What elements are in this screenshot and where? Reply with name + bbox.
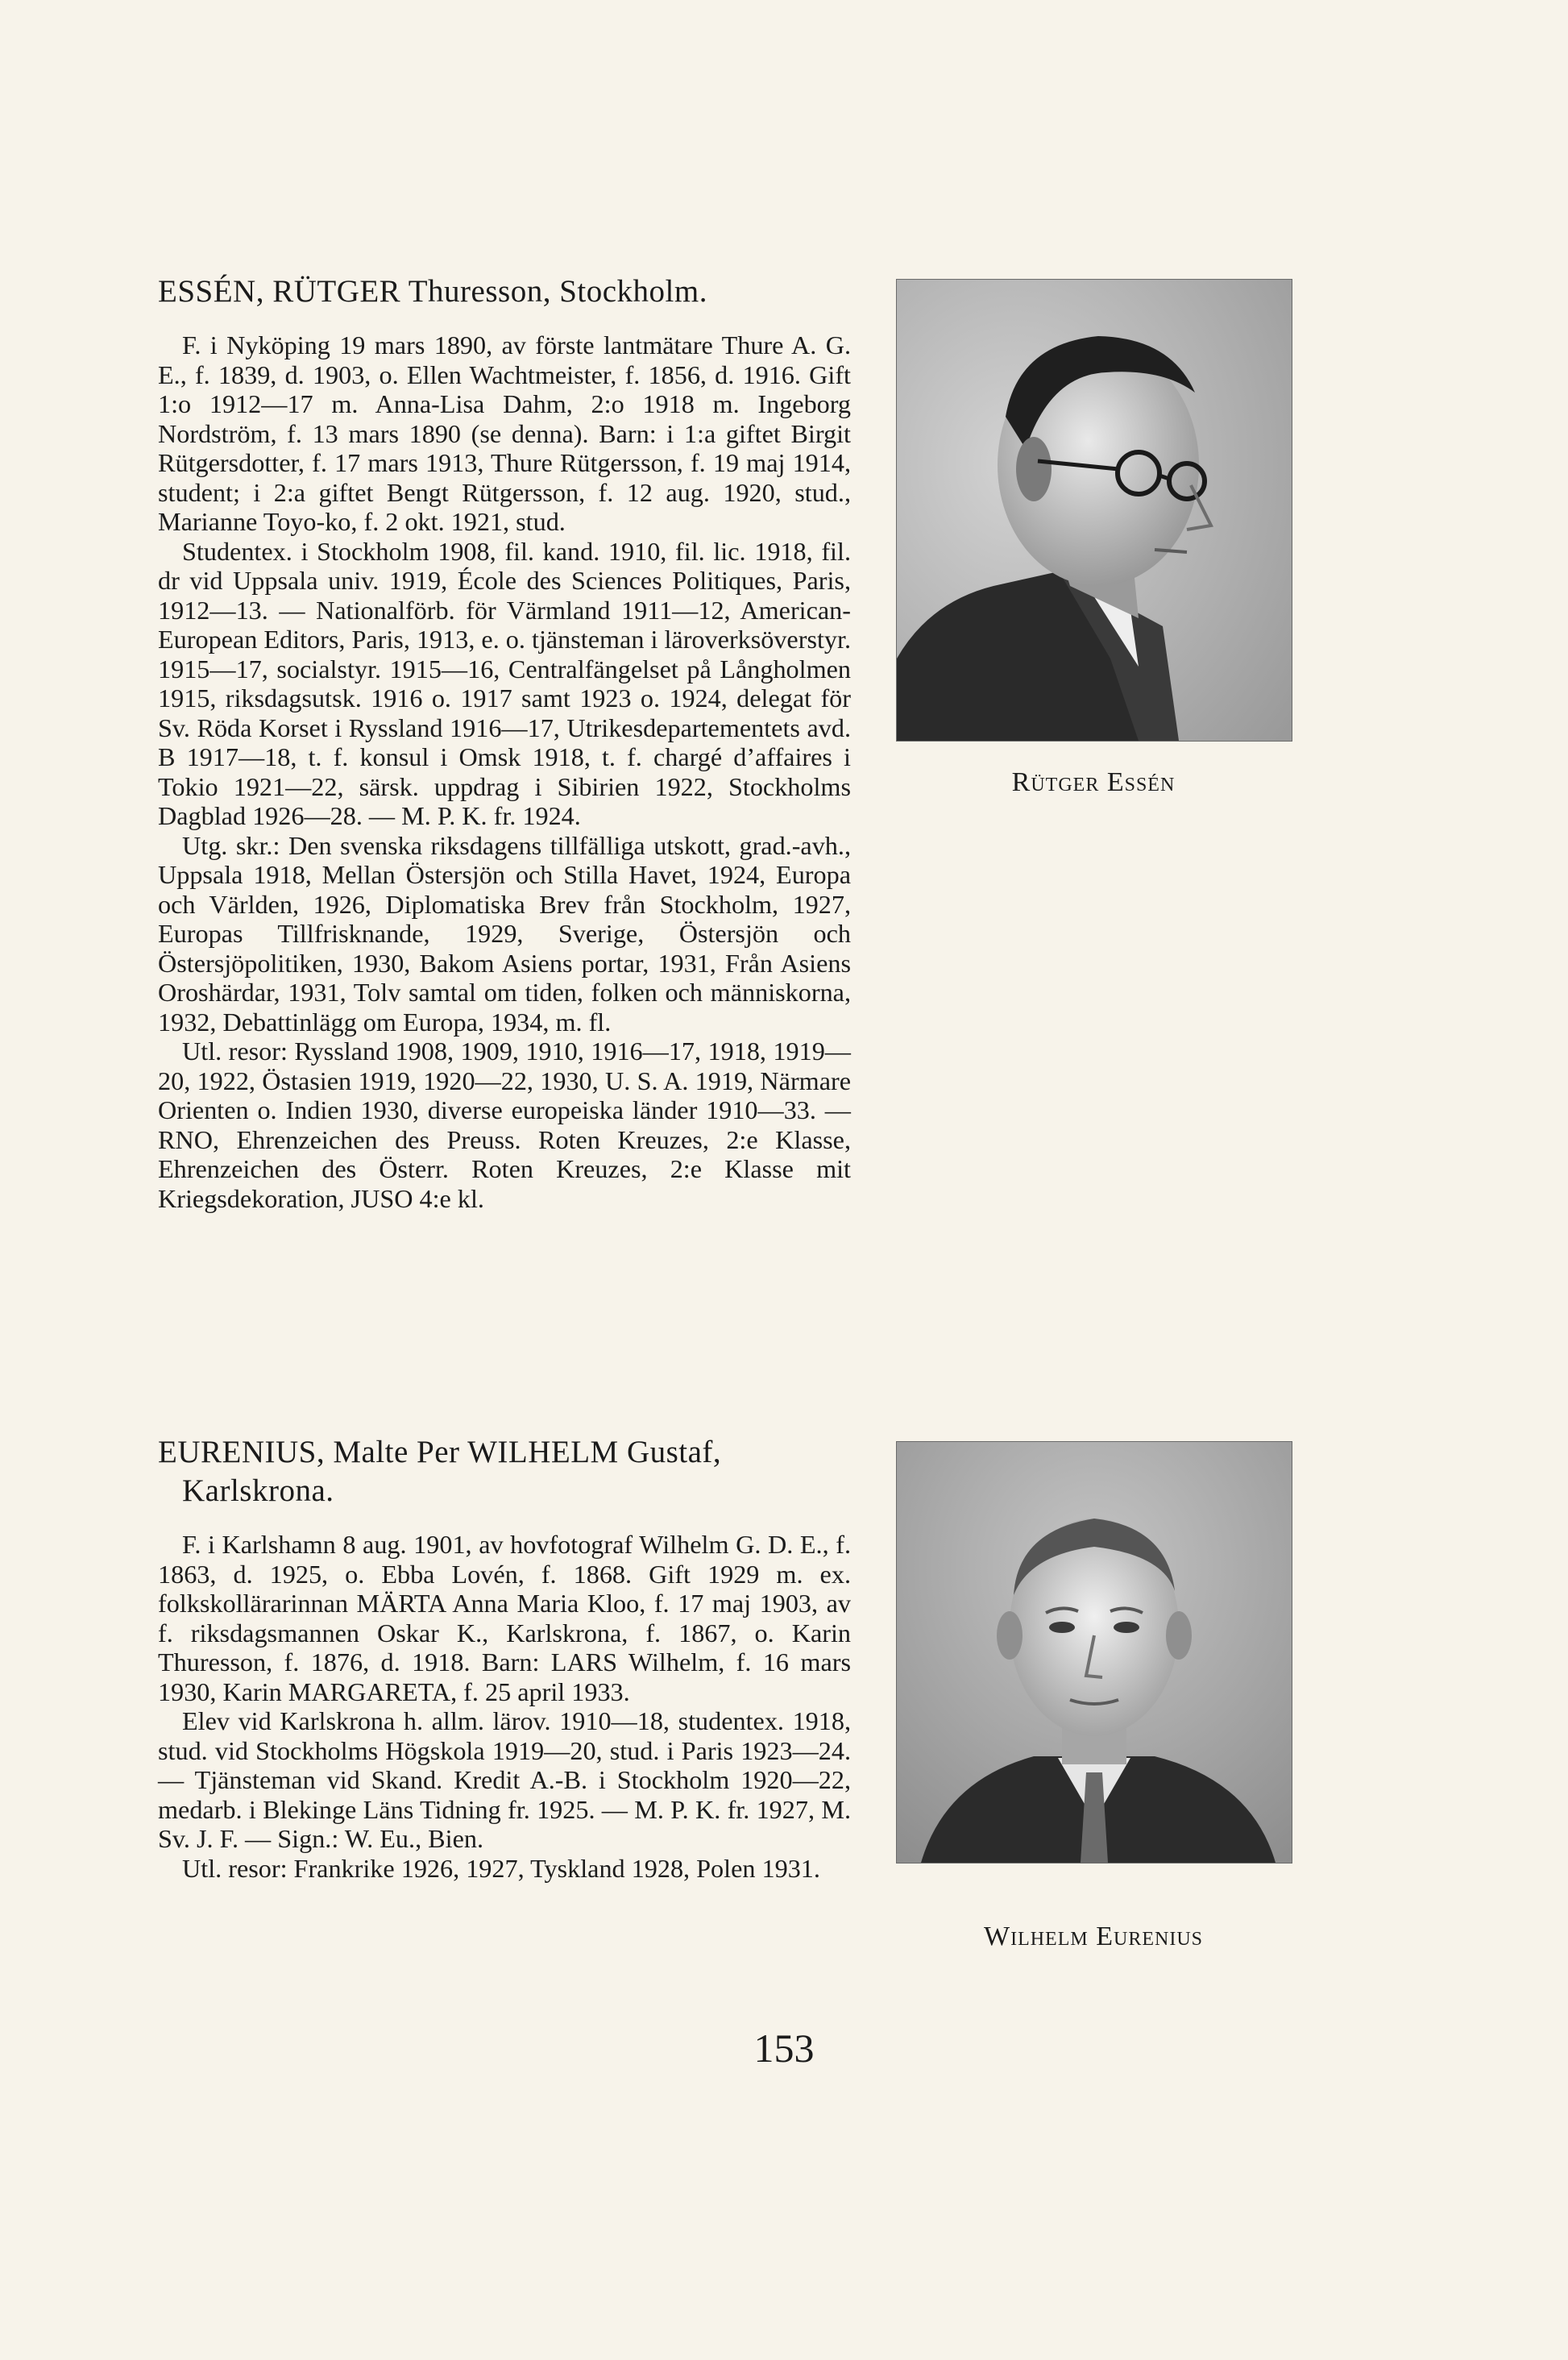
entry-heading-line2: Karlskrona. [182,1473,334,1508]
portrait-photo-essen [896,279,1292,742]
photo-caption: Wilhelm Eurenius [983,1922,1203,1951]
entry-heading-line1: EURENIUS, Malte Per WILHELM Gustaf, [158,1435,722,1469]
biography-entry-eurenius [158,1433,851,1883]
entry-paragraph: Elev vid Karlskrona h. allm. lärov. 1910—18, studentex. 1918, stud. vid Stockholms Högskola 1919—20, stud. i Paris 1923—24. — Tjänsteman vid Skand. Kredit A.-B. i Stockholm 1920—22, medarb. i Blekinge Läns Tidning fr. 1925. — M. P. K. fr. 1927, M. Sv. J. F. — Sign.: W. Eu., Bien. [158,1706,851,1853]
portrait-essen-image [897,280,1292,741]
entry-paragraph: Utg. skr.: Den svenska riksdagens tillfälliga utskott, grad.-avh., Uppsala 1918, Mellan Östersjön och Stilla Havet, 1924, Europa och Världen, 1926, Diplomatiska Brev från Stockholm, 1927, Europas Tillfrisknande, 1929, Sverige, Östersjön och Östersjöpolitiken, 1930, Bakom Asiens portar, 1931, Från Asiens Oroshärdar, 1931, Tolv samtal om tiden, folken och människorna, 1932, Debattinlägg om Europa, 1934, m. fl. [158,830,851,1037]
entry-paragraph: F. i Nyköping 19 mars 1890, av förste lantmätare Thure A. G. E., f. 1839, d. 1903, o. Ellen Wachtmeister, f. 1856, d. 1916. Gift 1:o 1912—17 m. Anna-Lisa Dahm, 2:o 1918 m. Ingeborg Nordström, f. 13 mars 1890 (se denna). Barn: i 1:a giftet Birgit Rütgersdotter, f. 17 mars 1913, Thure Rütgersson, f. 19 maj 1914, student; i 2:a giftet Bengt Rütgersson, f. 12 aug. 1920, stud., Marianne Toyo-ko, f. 2 okt. 1921, stud. [158,330,851,536]
portrait-photo-eurenius [896,1441,1292,1863]
entry-paragraph: Utl. resor: Ryssland 1908, 1909, 1910, 1916—17, 1918, 1919—20, 1922, Östasien 1919, 1920—22, 1930, U. S. A. 1919, Närmare Orienten o. Indien 1930, diverse europeiska länder 1910—33. — RNO, Ehrenzeichen des Preuss. Roten Kreuzes, 2:e Klasse, Ehrenzeichen des Österr. Roten Kreuzes, 2:e Klasse mit Kriegsdekoration, JUSO 4:e kl. [158,1037,851,1213]
entry-heading [158,272,851,311]
entry-heading [158,1433,851,1510]
biography-entry-essen [158,272,851,1213]
portrait-eurenius-image [897,1442,1292,1863]
page-number: 153 [753,2026,815,2071]
photo-caption: Rütger Essén [1011,767,1176,797]
entry-paragraph: Studentex. i Stockholm 1908, fil. kand. 1910, fil. lic. 1918, fil. dr vid Uppsala univ. 1919, École des Sciences Politiques, Paris, 1912—13. — Nationalförb. för Värmland 1911—12, American-European Editors, Paris, 1913, e. o. tjänsteman i läroverksöverstyr. 1915—17, socialstyr. 1915—16, Centralfängelset på Långholmen 1915, riksdagsutsk. 1916 o. 1917 samt 1923 o. 1924, delegat för Sv. Röda Korset i Ryssland 1916—17, Utrikesdepartementets avd. B 1917—18, t. f. konsul i Omsk 1918, t. f. chargé d’affaires i Tokio 1921—22, särsk. uppdrag i Sibirien 1922, Stockholms Dagblad 1926—28. — M. P. K. fr. 1924. [158,536,851,830]
entry-paragraph: F. i Karlshamn 8 aug. 1901, av hovfotograf Wilhelm G. D. E., f. 1863, d. 1925, o. Ebba Lovén, f. 1868. Gift 1929 m. ex. folkskollärarinnan MÄRTA Anna Maria Kloo, f. 17 maj 1903, av f. riksdagsmannen Oskar K., Karlskrona, f. 1867, o. Karin Thuresson, f. 1876, d. 1918. Barn: LARS Wilhelm, f. 16 mars 1930, Karin MARGARETA, f. 25 april 1933. [158,1530,851,1706]
entry-paragraph: Utl. resor: Frankrike 1926, 1927, Tyskland 1928, Polen 1931. [182,1853,820,1883]
entry-heading-line1: ESSÉN, RÜTGER Thuresson, Stockholm. [158,274,707,309]
